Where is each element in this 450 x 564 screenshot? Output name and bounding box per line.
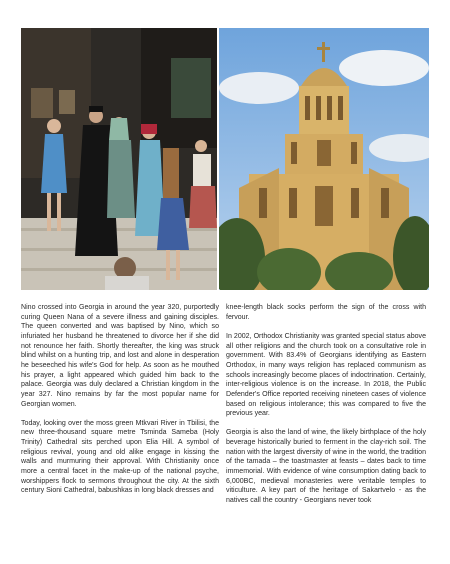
- body-paragraph: Today, looking over the moss green Mtkvari River in Tbilisi, the new three-thousand square metre Tsminda Sameba (Holy Trinity) Cathedral sits perched upon Elia Hill. A symbol of religious revival, young and old alike engage in kissing the walls and murmuring their approval. With Christianity once more a central facet in the make-up of the national psyche, worshippers flock to sermons throughout the city. At the sixth century Sioni Cathedral, babushkas in long black dresses and: [21, 419, 219, 495]
- courtyard-photo: [21, 28, 217, 290]
- body-paragraph: Georgia is also the land of wine, the likely birthplace of the holy beverage historically buried to ferment in the clay-rich soil. The nation with the largest diversity of wine in the world, the tradition of the tamada – the toastmaster at feasts – dates back to time immemorial. With evidence of wine consumption dating back to 6,000BC, medieval monasteries were veritable temples to viticulture. A key part of the heritage of Sakartvelo - as the natives call the country - Georgians never took: [226, 429, 426, 504]
- article-column-right: [226, 303, 426, 515]
- body-paragraph: Nino crossed into Georgia in around the year 320, purportedly curing Queen Nana of a severe illness and gaining disciples. The queen converted and was baptised by Nino, which so infuriated her husband he threatened to divorce her if she did not renounce her faith. Shortly thereafter, the king was struck blind whilst on a hunting trip, and lost and alone in desperation he beseeched his wife's God for help. As soon as he mouthed his prayer, a light appeared which guided him back to the palace. Georgia was duly declared a Christian kingdom in the year 327. Nino remains by far the most popular name for Georgian women.: [21, 304, 219, 408]
- body-paragraph: knee-length black socks perform the sign of the cross with fervour.: [226, 304, 426, 321]
- cathedral-photo: [219, 28, 429, 290]
- article-column-left: [21, 303, 219, 506]
- body-paragraph: In 2002, Orthodox Christianity was granted special status above all other religions and the church took on a consultative role in government. With 83.4% of Georgians identifying as Eastern Orthodox, in many ways religion has replaced communism as schools increasingly become places of indoctrination. Certainly, inter-religious violence is on the increase. In 2018, the Public Defender's Office reported receiving nineteen cases of violence based on religious intolerance; this was compared to five the previous year.: [226, 332, 426, 418]
